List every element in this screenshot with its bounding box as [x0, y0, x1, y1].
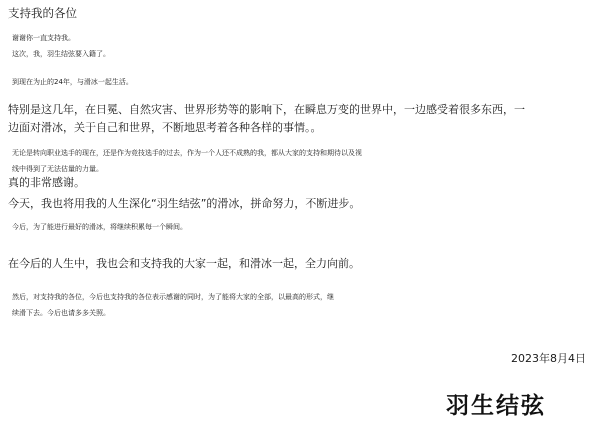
paragraph-8-line-1: 然后，对支持我的各位，今后也支持我的各位表示感谢的同时，为了能将大家的全部，以最高的形式，继 — [12, 293, 334, 301]
paragraph-8-line-2: 续滑下去。今后也请多多关照。 — [12, 309, 110, 317]
paragraph-3-line-1: 特别是这几年，在日冕、自然灾害、世界形势等的影响下，在瞬息万变的世界中，一边感受着很多东西，一 — [8, 103, 525, 116]
letter-heading: 支持我的各位 — [8, 6, 77, 20]
paragraph-4-line-2: 线中得到了无法估量的力量。 — [12, 165, 103, 173]
letter-signature: 羽生结弦 — [446, 393, 546, 419]
paragraph-6: 今后，为了能进行最好的滑冰，将继续积累每一个瞬间。 — [12, 223, 187, 231]
paragraph-1-line-2: 这次，我，羽生结弦要入籍了。 — [12, 50, 110, 58]
letter-date: 2023年8月4日 — [511, 352, 586, 365]
paragraph-4-line-3: 真的非常感谢。 — [8, 176, 85, 189]
paragraph-3-line-2: 边面对滑冰，关于自己和世界，不断地思考着各种各样的事情。。 — [8, 121, 322, 134]
paragraph-2: 到现在为止的24年，与滑冰一起生活。 — [12, 78, 133, 86]
paragraph-4-line-1: 无论是转向职业选手的现在，还是作为竞技选手的过去，作为一个人还不成熟的我，都从大家的支持和期待以及视 — [12, 149, 362, 157]
paragraph-1-line-1: 谢谢你一直支持我。 — [12, 34, 75, 42]
paragraph-7: 在今后的人生中，我也会和支持我的大家一起，和滑冰一起，全力向前。 — [8, 257, 360, 270]
paragraph-5: 今天，我也将用我的人生深化“羽生结弦”的滑冰，拼命努力，不断进步。 — [8, 197, 361, 210]
